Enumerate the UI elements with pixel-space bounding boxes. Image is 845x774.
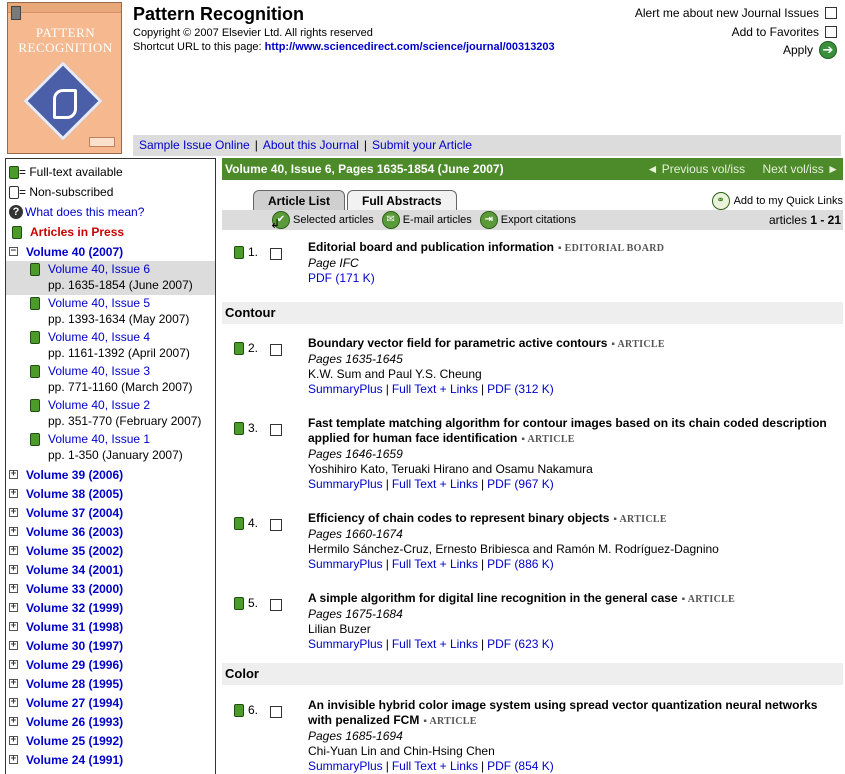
article-title[interactable]: Efficiency of chain codes to represent binary objects (308, 511, 610, 525)
issue-text (48, 397, 201, 431)
summary-plus-link[interactable]: SummaryPlus (308, 637, 383, 651)
full-text-book-icon (9, 166, 19, 179)
volume-label: Volume 31 (1998) (26, 619, 124, 634)
section-color: Color (222, 663, 843, 685)
issue-text (48, 295, 189, 329)
issue-pages: pp. 1-350 (January 2007) (48, 448, 183, 462)
issue-list (6, 261, 215, 465)
email-articles-button[interactable]: ✉ E-mail articles (382, 211, 472, 229)
issue-item[interactable] (6, 431, 215, 465)
article-pages: Pages 1675-1684 (308, 607, 403, 621)
full-text-link[interactable]: Full Text + Links (391, 557, 478, 571)
full-text-book-icon (30, 263, 40, 276)
checkmark-icon: ✔ (272, 211, 290, 229)
cover-title: PATTERN RECOGNITION (18, 25, 113, 55)
article-links (308, 557, 838, 572)
article-checkbox[interactable] (270, 599, 282, 611)
link-separator: | (480, 637, 485, 651)
article-type: ▪ ARTICLE (681, 594, 736, 605)
article-title[interactable]: Boundary vector field for parametric active contours (308, 336, 608, 350)
previous-issue-link[interactable]: ◄ Previous vol/iss (646, 162, 746, 176)
sample-issue-link[interactable]: Sample Issue Online (139, 138, 250, 152)
email-icon: ✉ (382, 211, 400, 229)
shortcut-url: Shortcut URL to this page: http://www.sciencedirect.com/science/journal/00313203 (133, 41, 555, 53)
link-separator: | (480, 557, 485, 571)
article-type-label: EDITORIAL BOARD (564, 243, 665, 254)
article-body (308, 511, 838, 572)
article-body (308, 240, 838, 286)
about-journal-link[interactable]: About this Journal (262, 138, 359, 152)
full-text-book-icon (30, 433, 40, 446)
link-separator: | (385, 382, 389, 396)
article-number (234, 421, 258, 435)
volume-list (6, 465, 215, 769)
article-number (234, 703, 258, 717)
next-issue-link[interactable]: Next vol/iss ► (762, 162, 839, 176)
link-separator: | (385, 557, 389, 571)
expand-icon[interactable]: + (10, 564, 17, 574)
article-checkbox[interactable] (270, 519, 282, 531)
expand-icon[interactable]: + (10, 678, 17, 688)
article-pages: Pages 1685-1694 (308, 729, 403, 743)
volume-sidebar (5, 158, 216, 774)
pdf-link[interactable]: PDF (171 K) (308, 271, 375, 285)
article-checkbox[interactable] (270, 344, 282, 356)
export-citations-button[interactable]: ⇥ Export citations (480, 211, 576, 229)
issue-text (48, 329, 190, 363)
article-title[interactable]: An invisible hybrid color image system using spread vector quantization neural networks with penalized FCM (308, 698, 818, 727)
volume-link[interactable] (6, 465, 215, 484)
article-links (308, 759, 838, 774)
pdf-link[interactable]: PDF (623 K) (487, 637, 554, 651)
apply-button[interactable]: Apply ➔ (783, 41, 837, 59)
article-index: 6. (248, 703, 259, 717)
legend-help (6, 202, 215, 222)
article-links (308, 637, 838, 652)
volume-link[interactable] (6, 598, 215, 617)
article-checkbox[interactable] (270, 424, 282, 436)
article-title[interactable]: Editorial board and publication information (308, 240, 554, 254)
expand-icon[interactable]: + (10, 602, 17, 612)
expand-icon[interactable]: + (10, 754, 17, 764)
expand-icon[interactable]: + (10, 583, 17, 593)
volume-link[interactable] (6, 484, 215, 503)
article-number (234, 516, 258, 530)
link-separator: | (385, 637, 389, 651)
link-separator: | (385, 477, 389, 491)
summary-plus-link[interactable]: SummaryPlus (308, 382, 383, 396)
legend-full-text: = Full-text available (6, 162, 215, 182)
volume-label: Volume 24 (1991) (26, 752, 124, 767)
issue-contents (222, 158, 843, 773)
article-index: 5. (248, 596, 259, 610)
full-text-book-icon (234, 246, 244, 259)
collapse-icon[interactable]: − (10, 246, 17, 256)
issue-text (48, 261, 193, 295)
article-title-line (308, 511, 838, 527)
issue-title-link[interactable]: Volume 40, Issue 1 (48, 432, 151, 446)
non-subscribed-book-icon (9, 186, 19, 199)
expand-icon[interactable]: + (10, 488, 17, 498)
full-text-link[interactable]: Full Text + Links (391, 759, 478, 773)
expand-icon[interactable]: + (10, 735, 17, 745)
volume-link[interactable] (6, 579, 215, 598)
issue-item[interactable] (6, 363, 215, 397)
article-title-line (308, 240, 838, 256)
pdf-link[interactable]: PDF (886 K) (487, 557, 554, 571)
article-index: 4. (248, 516, 259, 530)
full-text-book-icon (234, 422, 244, 435)
article-checkbox[interactable] (270, 706, 282, 718)
full-text-book-icon (234, 342, 244, 355)
articles-in-press-link[interactable]: Articles in Press (6, 222, 215, 242)
expand-icon[interactable]: + (10, 697, 17, 707)
volume-label: Volume 39 (2006) (26, 467, 124, 482)
article-number (234, 245, 258, 259)
summary-plus-link[interactable]: SummaryPlus (308, 557, 383, 571)
link-separator: | (385, 759, 389, 773)
help-link[interactable]: What does this mean? (25, 205, 145, 219)
issue-text (48, 431, 183, 465)
volume-link[interactable] (6, 712, 215, 731)
article-title[interactable]: A simple algorithm for digital line recognition in the general case (308, 591, 678, 605)
arrow-right-icon[interactable]: ➔ (819, 41, 837, 59)
article-number (234, 596, 258, 610)
volume-issue-bar (222, 158, 843, 180)
issue-pages: pp. 1635-1854 (June 2007) (48, 278, 193, 292)
full-text-link[interactable]: Full Text + Links (391, 382, 478, 396)
issue-pages: pp. 351-770 (February 2007) (48, 414, 202, 428)
volume-label: Volume 36 (2003) (26, 524, 124, 539)
issue-item[interactable] (6, 329, 215, 363)
article-authors: Yoshihiro Kato, Teruaki Hirano and Osamu Nakamura (308, 462, 593, 476)
article-type: ▪ ARTICLE (521, 434, 575, 445)
full-text-book-icon (234, 597, 244, 610)
summary-plus-link[interactable]: SummaryPlus (308, 759, 383, 773)
issue-pages: pp. 1393-1634 (May 2007) (48, 312, 190, 326)
legend-non-subscribed: = Non-subscribed (6, 182, 215, 202)
article-type: ▪ ARTICLE (613, 514, 667, 525)
full-text-book-icon (234, 704, 244, 717)
corner-arrow-icon: ↲ (270, 217, 281, 231)
volume-label: Volume 32 (1999) (26, 600, 124, 615)
volume-label: Volume 33 (2000) (26, 581, 124, 596)
article-index: 3. (248, 421, 259, 435)
volume-link[interactable] (6, 674, 215, 693)
issue-pages: pp. 1161-1392 (April 2007) (48, 346, 190, 360)
tab-full-abstracts[interactable]: Full Abstracts (347, 190, 457, 210)
volume-label: Volume 38 (2005) (26, 486, 124, 501)
article-number (234, 341, 258, 355)
volume-40-link[interactable]: − Volume 40 (2007) (10, 244, 124, 259)
expand-icon[interactable]: + (10, 621, 17, 631)
link-separator: | (480, 477, 485, 491)
article-authors: Hermilo Sánchez-Cruz, Ernesto Bribiesca and Ramón M. Rodríguez-Dagnino (308, 542, 719, 556)
issue-pages: pp. 771-1160 (March 2007) (48, 380, 193, 394)
article-pages: Pages 1635-1645 (308, 352, 403, 366)
expand-icon[interactable]: + (10, 640, 17, 650)
article-type: ▪ ARTICLE (611, 339, 665, 350)
help-icon: ? (9, 205, 23, 219)
article-title-line (308, 336, 838, 352)
volume-label: Volume 34 (2001) (26, 562, 124, 577)
volume-label: Volume 28 (1995) (26, 676, 124, 691)
article-pages: Page IFC (308, 256, 359, 270)
full-text-book-icon (12, 226, 22, 239)
selected-articles-button[interactable]: ✔ Selected articles (272, 211, 374, 229)
issue-title-link[interactable]: Volume 40, Issue 6 (48, 262, 151, 276)
article-title-line (308, 591, 838, 607)
volume-link[interactable] (6, 693, 215, 712)
link-icon: ⚭ (712, 192, 730, 210)
expand-icon[interactable]: + (10, 526, 17, 536)
volume-link[interactable] (6, 731, 215, 750)
article-type: ▪ ARTICLE (423, 716, 477, 727)
pdf-link[interactable]: PDF (967 K) (487, 477, 554, 491)
issue-text (48, 363, 193, 397)
view-tabs (253, 190, 459, 210)
alert-option: Alert me about new Journal Issues (635, 6, 837, 20)
article-count: articles 1 - 21 (768, 213, 841, 227)
expand-icon[interactable]: + (10, 716, 17, 726)
full-text-book-icon (30, 399, 40, 412)
volume-link[interactable] (6, 750, 215, 769)
issue-title-link[interactable]: Volume 40, Issue 2 (48, 398, 151, 412)
full-text-link[interactable]: Full Text + Links (391, 637, 478, 651)
article-checkbox[interactable] (270, 248, 282, 260)
article-pages: Pages 1660-1674 (308, 527, 403, 541)
add-quick-links-button[interactable]: ⚭ Add to my Quick Links (712, 192, 843, 210)
issue-item[interactable] (6, 261, 215, 295)
elsevier-logo-icon (11, 6, 21, 20)
expand-icon[interactable]: + (10, 507, 17, 517)
article-type-label: ARTICLE (429, 716, 477, 727)
full-text-book-icon (234, 517, 244, 530)
summary-plus-link[interactable]: SummaryPlus (308, 477, 383, 491)
link-separator: | (480, 382, 485, 396)
article-title[interactable]: Fast template matching algorithm for contour images based on its chain coded description applied for human face identification (308, 416, 827, 445)
full-text-book-icon (30, 297, 40, 310)
alert-checkbox[interactable] (825, 7, 837, 19)
copyright-text: Copyright © 2007 Elsevier Ltd. All rights reserved (133, 27, 373, 39)
volume-link[interactable] (6, 503, 215, 522)
sciencedirect-logo-icon (89, 137, 115, 147)
issue-item[interactable] (6, 295, 215, 329)
article-type-label: ARTICLE (687, 594, 736, 605)
favorites-option: Add to Favorites (732, 25, 837, 39)
volume-link[interactable] (6, 541, 215, 560)
article-type-label: ARTICLE (619, 514, 667, 525)
issue-title-link[interactable]: Volume 40, Issue 3 (48, 364, 151, 378)
full-text-link[interactable]: Full Text + Links (391, 477, 478, 491)
article-links (308, 477, 838, 492)
article-type: ▪ EDITORIAL BOARD (558, 243, 665, 254)
article-links (308, 382, 838, 397)
article-authors: Lilian Buzer (308, 622, 371, 636)
volume-label: Volume 30 (1997) (26, 638, 124, 653)
tab-article-list[interactable]: Article List (253, 190, 345, 210)
shortcut-url-link[interactable]: http://www.sciencedirect.com/science/journal/00313203 (264, 41, 555, 53)
article-body (308, 336, 838, 397)
link-separator: | (480, 759, 485, 773)
submit-article-link[interactable]: Submit your Article (372, 138, 473, 152)
expand-icon[interactable]: + (10, 545, 17, 555)
volume-link[interactable] (6, 617, 215, 636)
issue-title-link[interactable]: Volume 40, Issue 5 (48, 296, 151, 310)
issue-title-link[interactable]: Volume 40, Issue 4 (48, 330, 151, 344)
page-title: Pattern Recognition (133, 4, 305, 24)
article-title-line (308, 416, 838, 447)
volume-label: Volume 35 (2002) (26, 543, 124, 558)
article-body (308, 416, 838, 492)
article-toolbar (222, 210, 843, 230)
journal-cover-image (7, 2, 122, 154)
article-type-label: ARTICLE (617, 339, 665, 350)
section-contour: Contour (222, 302, 843, 324)
volume-link[interactable] (6, 636, 215, 655)
article-index: 1. (248, 245, 259, 259)
full-text-book-icon (30, 365, 40, 378)
article-index: 2. (248, 341, 259, 355)
article-body (308, 698, 838, 774)
pdf-link[interactable]: PDF (854 K) (487, 759, 554, 773)
article-type-label: ARTICLE (527, 434, 575, 445)
article-pages: Pages 1646-1659 (308, 447, 403, 461)
pdf-link[interactable]: PDF (312 K) (487, 382, 554, 396)
article-body (308, 591, 838, 652)
favorites-checkbox[interactable] (825, 26, 837, 38)
volume-label: Volume 26 (1993) (26, 714, 124, 729)
cover-emblem-symbol (53, 89, 77, 119)
volume-label: Volume 27 (1994) (26, 695, 124, 710)
article-authors: Chi-Yuan Lin and Chin-Hsing Chen (308, 744, 495, 758)
volume-link[interactable] (6, 522, 215, 541)
expand-icon[interactable]: + (10, 469, 17, 479)
expand-icon[interactable]: + (10, 659, 17, 669)
volume-label: Volume 25 (1992) (26, 733, 124, 748)
volume-label: Volume 29 (1996) (26, 657, 124, 672)
volume-link[interactable] (6, 560, 215, 579)
article-links (308, 271, 838, 286)
export-icon: ⇥ (480, 211, 498, 229)
article-authors: K.W. Sum and Paul Y.S. Cheung (308, 367, 482, 381)
volume-link[interactable] (6, 655, 215, 674)
article-title-line (308, 698, 838, 729)
journal-nav-bar: Sample Issue Online | About this Journal | Submit your Article (133, 135, 841, 156)
issue-item[interactable] (6, 397, 215, 431)
full-text-book-icon (30, 331, 40, 344)
volume-label: Volume 37 (2004) (26, 505, 124, 520)
volume-issue-title: Volume 40, Issue 6, Pages 1635-1854 (June 2007) (225, 162, 504, 176)
